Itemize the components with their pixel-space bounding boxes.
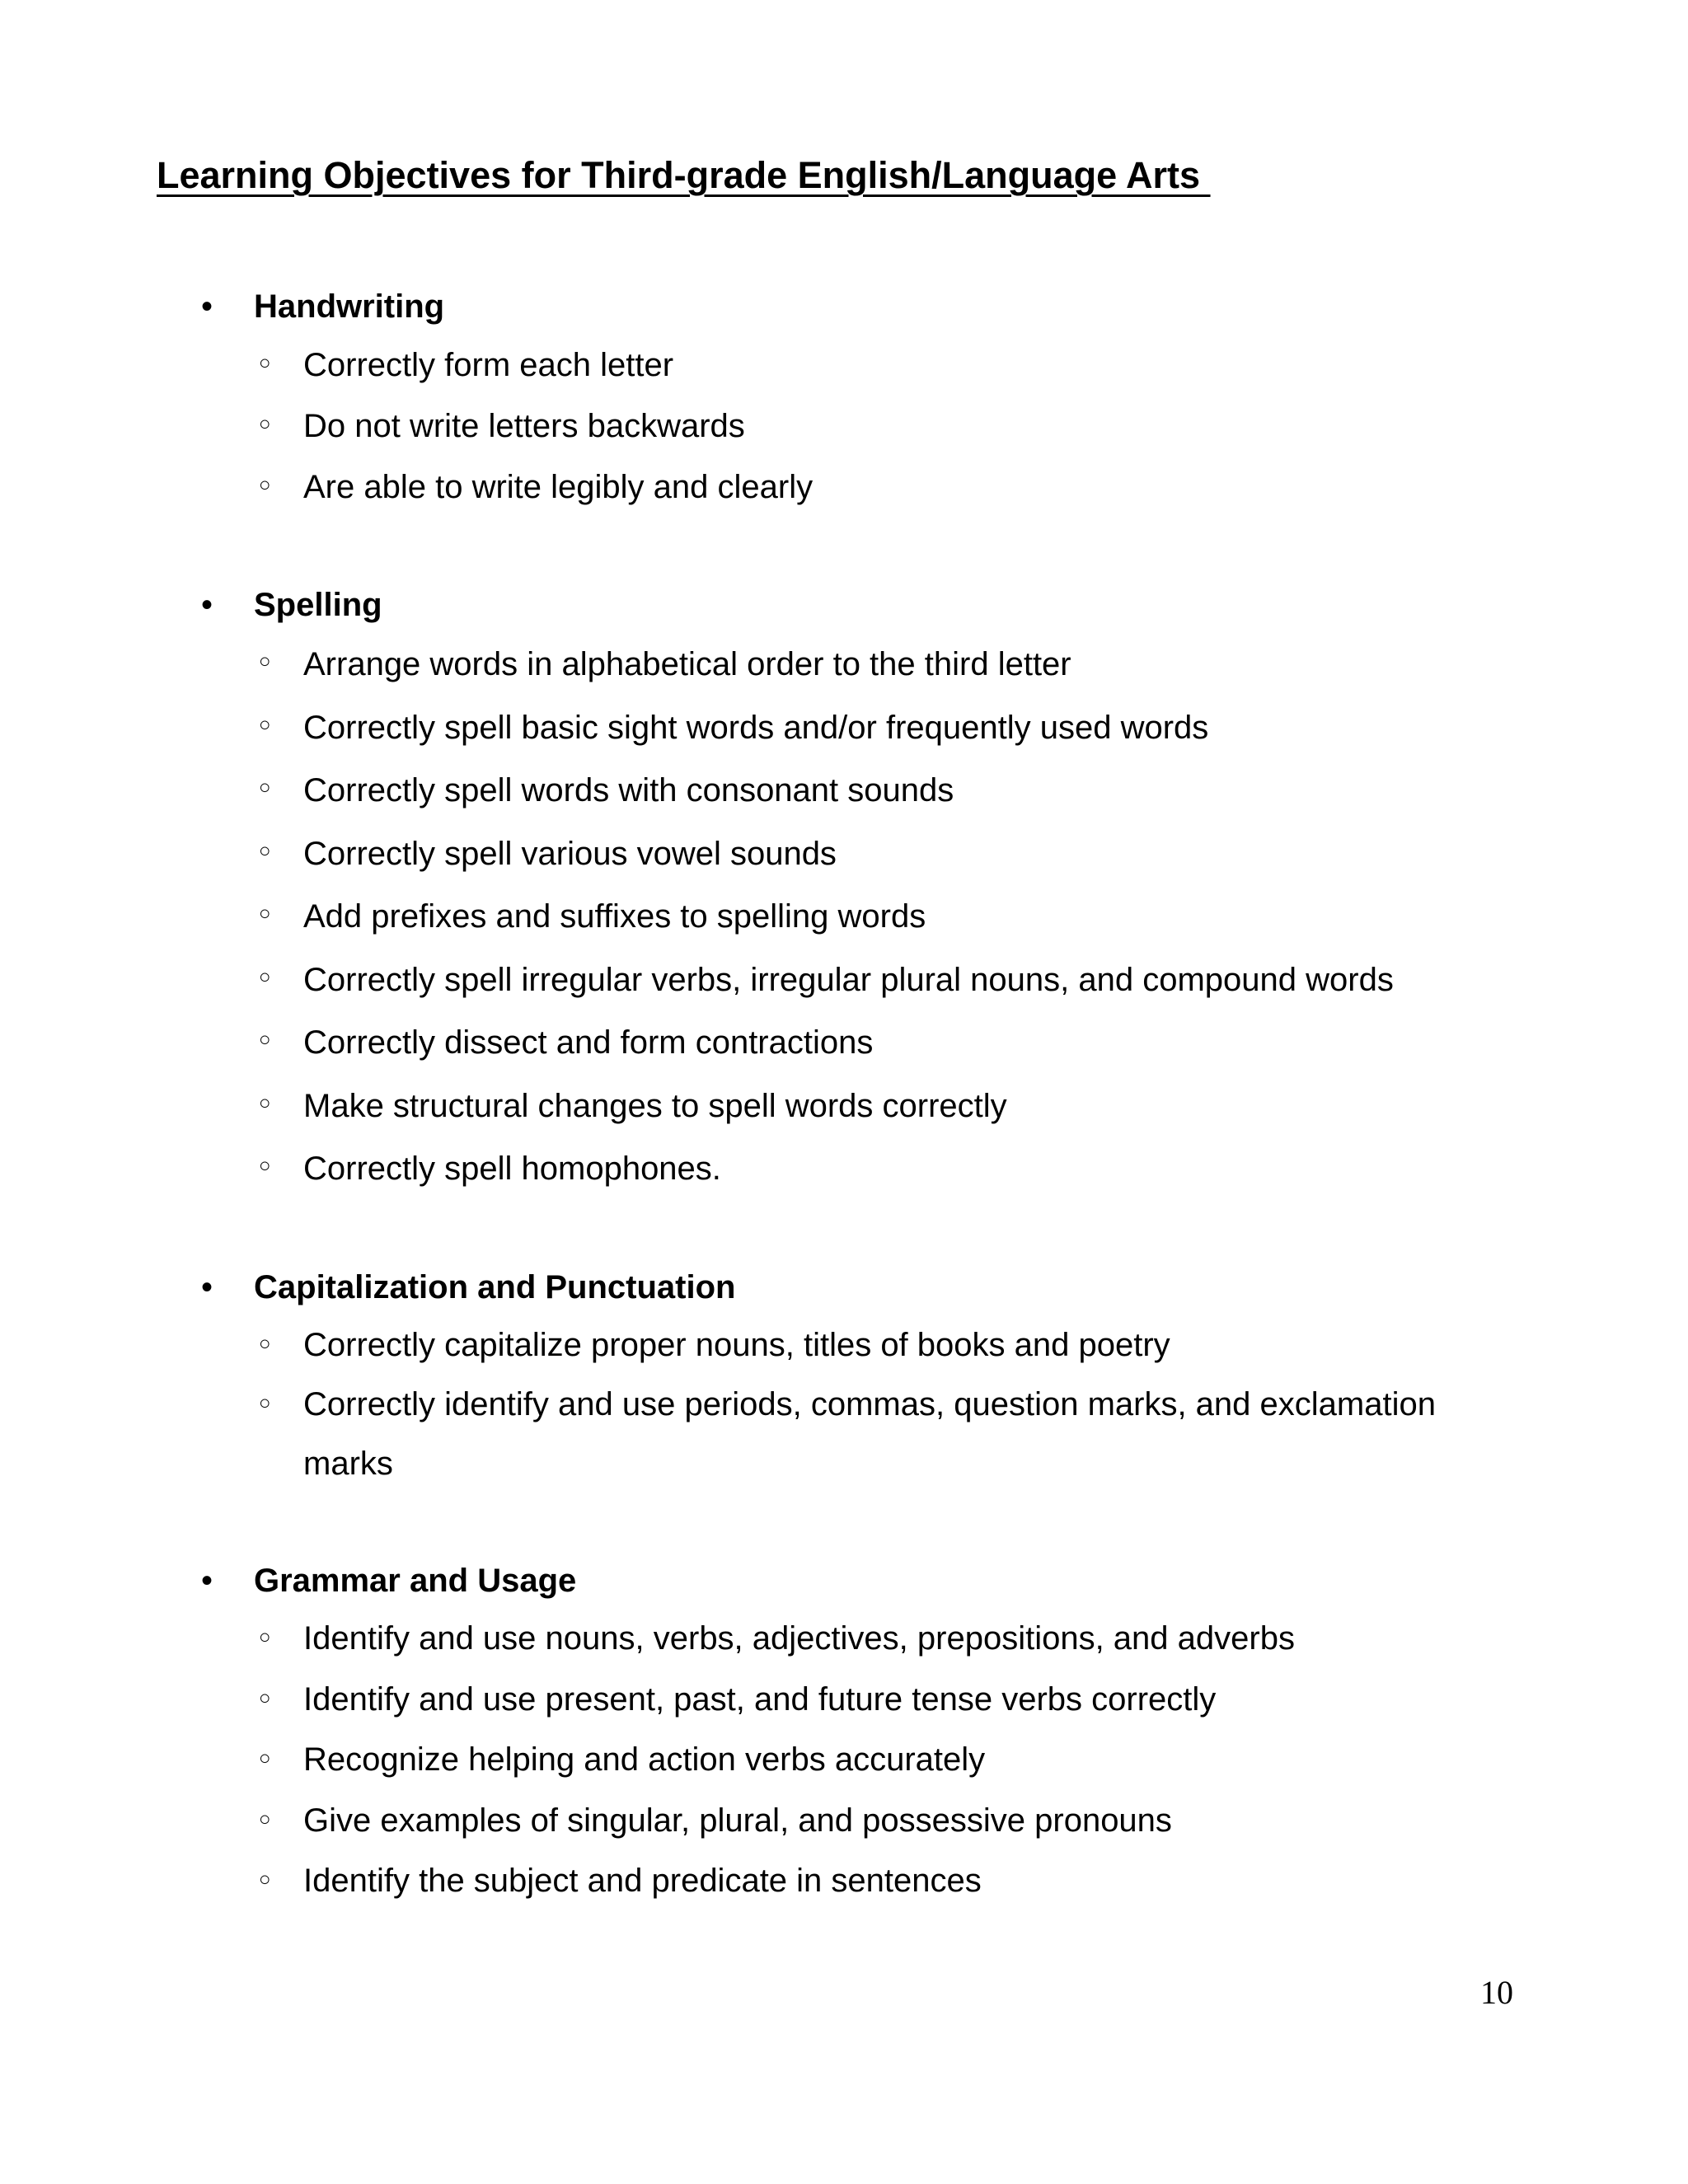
objective-list	[198, 335, 1484, 518]
hollow-bullet-icon: ○	[259, 1333, 271, 1355]
hollow-bullet-icon: ○	[259, 902, 271, 925]
list-item	[198, 457, 1484, 518]
objective-text: Identify the subject and predicate in sentences	[303, 1863, 982, 1899]
section-capitalization-punctuation	[198, 1259, 1484, 1493]
list-item	[198, 1137, 1484, 1201]
section-heading	[198, 577, 1484, 633]
hollow-bullet-icon: ○	[259, 650, 271, 673]
objective-text: Correctly identify and use periods, commas, question marks, and exclamation marks	[303, 1386, 1436, 1482]
page-number: 10	[1480, 1974, 1513, 2011]
list-item	[198, 823, 1484, 886]
objective-text: Arrange words in alphabetical order to the third letter	[303, 646, 1071, 682]
section-title: Grammar and Usage	[254, 1563, 577, 1599]
hollow-bullet-icon: ○	[259, 1392, 271, 1414]
hollow-bullet-icon: ○	[259, 1029, 271, 1051]
document-title: Learning Objectives for Third-grade English/Language Arts	[157, 154, 1211, 196]
bullet-icon: •	[201, 1563, 213, 1599]
objective-text: Give examples of singular, plural, and possessive pronouns	[303, 1802, 1172, 1839]
list-item	[198, 1075, 1484, 1138]
hollow-bullet-icon: ○	[259, 839, 271, 862]
hollow-bullet-icon: ○	[259, 1807, 271, 1830]
objective-list	[198, 1315, 1484, 1493]
list-item	[198, 759, 1484, 823]
list-item	[198, 335, 1484, 396]
objective-text: Add prefixes and suffixes to spelling words	[303, 898, 926, 935]
objective-text: Do not write letters backwards	[303, 408, 745, 444]
list-item	[198, 633, 1484, 696]
section-grammar-usage	[198, 1553, 1484, 1912]
list-item	[198, 885, 1484, 949]
list-item	[198, 696, 1484, 760]
hollow-bullet-icon: ○	[259, 713, 271, 736]
bullet-icon: •	[201, 1269, 213, 1305]
section-heading	[198, 1553, 1484, 1609]
objective-text: Correctly spell homophones.	[303, 1151, 721, 1187]
hollow-bullet-icon: ○	[259, 965, 271, 988]
list-item	[198, 1791, 1484, 1852]
hollow-bullet-icon: ○	[259, 1626, 271, 1648]
bullet-icon: •	[201, 587, 213, 623]
list-item	[198, 1609, 1484, 1670]
objective-text: Are able to write legibly and clearly	[303, 469, 814, 505]
objective-text: Correctly form each letter	[303, 347, 674, 383]
objective-list	[198, 633, 1484, 1201]
objective-text: Identify and use present, past, and future tense verbs correctly	[303, 1680, 1217, 1718]
hollow-bullet-icon: ○	[259, 776, 271, 799]
hollow-bullet-icon: ○	[259, 1686, 271, 1709]
hollow-bullet-icon: ○	[259, 1868, 271, 1891]
list-item	[198, 1375, 1484, 1493]
hollow-bullet-icon: ○	[259, 1747, 271, 1769]
list-item	[198, 1670, 1484, 1731]
list-item	[198, 1851, 1484, 1912]
hollow-bullet-icon: ○	[259, 352, 271, 374]
list-item	[198, 1011, 1484, 1075]
objective-text: Identify and use nouns, verbs, adjectives, prepositions, and adverbs	[303, 1620, 1295, 1657]
objective-text: Recognize helping and action verbs accurately	[303, 1741, 986, 1778]
bullet-icon: •	[201, 288, 213, 325]
section-title: Spelling	[254, 587, 382, 623]
list-item	[198, 396, 1484, 457]
section-title: Capitalization and Punctuation	[254, 1269, 736, 1305]
section-heading	[198, 1259, 1484, 1315]
objective-text: Make structural changes to spell words correctly	[303, 1087, 1007, 1124]
objective-text: Correctly spell basic sight words and/or frequently used words	[303, 709, 1209, 746]
objective-text: Correctly spell various vowel sounds	[303, 835, 837, 872]
list-item	[198, 1730, 1484, 1791]
objective-list	[198, 1609, 1484, 1912]
list-item	[198, 949, 1484, 1012]
section-title: Handwriting	[254, 288, 445, 325]
objective-text: Correctly spell words with consonant sounds	[303, 772, 954, 808]
section-handwriting	[198, 279, 1484, 518]
objective-text: Correctly capitalize proper nouns, titles of books and poetry	[303, 1327, 1170, 1363]
section-heading	[198, 279, 1484, 335]
hollow-bullet-icon: ○	[259, 474, 271, 496]
list-item	[198, 1315, 1484, 1375]
section-spelling	[198, 577, 1484, 1201]
objective-text: Correctly spell irregular verbs, irregular plural nouns, and compound words	[303, 961, 1394, 998]
hollow-bullet-icon: ○	[259, 1155, 271, 1177]
hollow-bullet-icon: ○	[259, 1091, 271, 1114]
hollow-bullet-icon: ○	[259, 413, 271, 435]
objective-text: Correctly dissect and form contractions	[303, 1024, 874, 1061]
